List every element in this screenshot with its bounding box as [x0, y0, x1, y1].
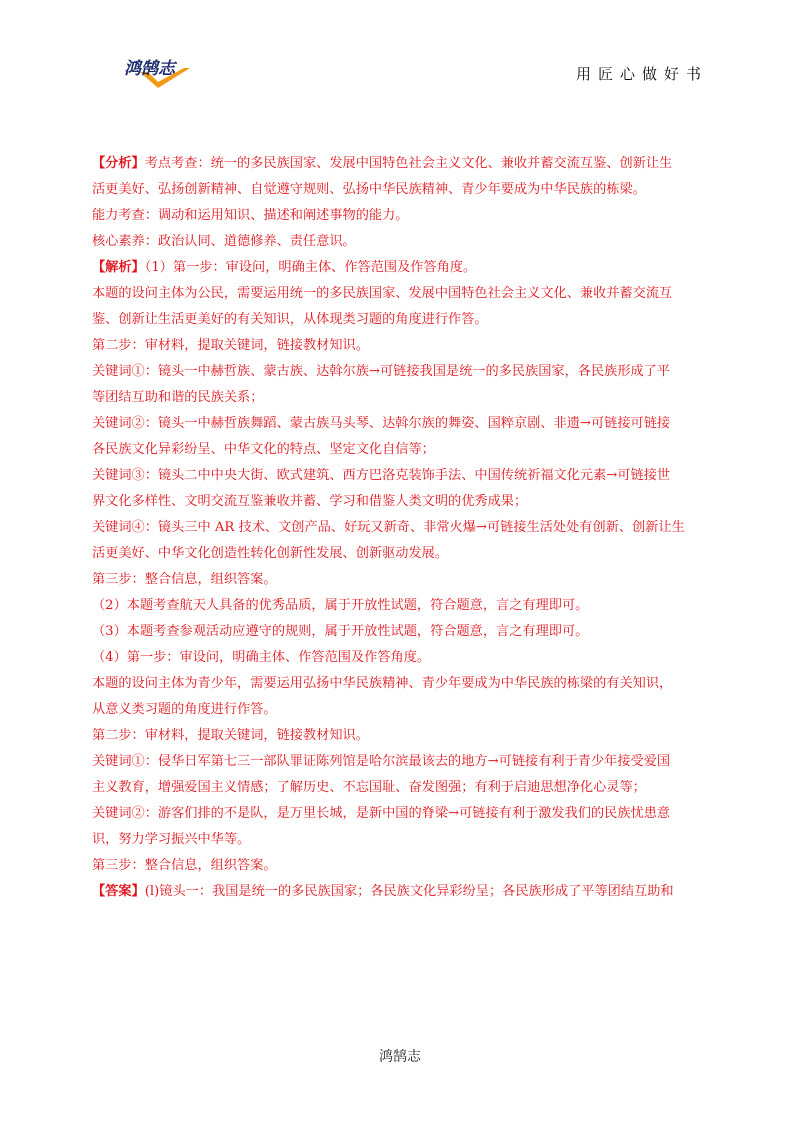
- line-text: 鉴、创新让生活更美好的有关知识，从体现类习题的角度进行作答。: [92, 312, 488, 327]
- line-text: 关键词①：镜头一中赫哲族、蒙古族、达斡尔族→可链接我国是统一的多民族国家，各民族形成了平: [92, 364, 671, 379]
- line-text: 关键词③：镜头二中中央大街、欧式建筑、西方巴洛克装饰手法、中国传统祈福文化元素→可链接世: [92, 468, 671, 483]
- answer-analysis-content: [92, 151, 712, 905]
- line-text: （2）本题考查航天人具备的优秀品质，属于开放性试题，符合题意，言之有理即可。: [92, 598, 589, 613]
- line-text: （1）第一步：审设问，明确主体、作答范围及作答角度。: [144, 260, 477, 275]
- line-text: 本题的设问主体为青少年，需要运用弘扬中华民族精神、青少年要成为中华民族的栋梁的有关知识，: [92, 676, 673, 691]
- content-line: [92, 515, 712, 541]
- content-line: [92, 307, 712, 333]
- logo-mark-icon: [118, 54, 198, 94]
- content-line: [92, 749, 712, 775]
- line-text: 关键词①：侵华日军第七三一部队罪证陈列馆是哈尔滨最该去的地方→可链接有利于青少年接受爱国: [92, 754, 671, 769]
- line-text: 考点考查：统一的多民族国家、发展中国特色社会主义文化、兼收并蓄交流互鉴、创新让生: [144, 156, 673, 171]
- line-text: (l)镜头一：我国是统一的多民族国家；各民族文化异彩纷呈；各民族形成了平等团结互助和: [144, 884, 674, 899]
- line-text: 等团结互助和谐的民族关系；: [92, 390, 264, 405]
- content-line: [92, 177, 712, 203]
- content-line: [92, 281, 712, 307]
- content-line: [92, 229, 712, 255]
- line-text: （3）本题考查参观活动应遵守的规则，属于开放性试题，符合题意，言之有理即可。: [92, 624, 589, 639]
- line-text: 第二步：审材料，提取关键词，链接教材知识。: [92, 728, 369, 743]
- content-line: [92, 203, 712, 229]
- header-slogan: 用匠心做好书: [575, 65, 708, 83]
- content-line: [92, 359, 712, 385]
- line-text: 本题的设问主体为公民，需要运用统一的多民族国家、发展中国特色社会主义文化、兼收并蓄交流互: [92, 286, 673, 301]
- line-text: 各民族文化异彩纷呈、中华文化的特点、坚定文化自信等；: [92, 442, 435, 457]
- content-line: [92, 723, 712, 749]
- line-text: 关键词②：游客们排的不是队，是万里长城，是新中国的脊梁→可链接有利于激发我们的民族忧患意: [92, 806, 671, 821]
- content-line: [92, 411, 712, 437]
- section-tag: 【分析】: [92, 156, 145, 171]
- content-line: [92, 385, 712, 411]
- content-line: [92, 671, 712, 697]
- content-line: [92, 801, 712, 827]
- line-text: 主义教育，增强爱国主义情感；了解历史、不忘国耻、奋发图强；有利于启迪思想净化心灵等；: [92, 780, 646, 795]
- content-line: [92, 255, 712, 281]
- content-line: [92, 567, 712, 593]
- content-line: [92, 333, 712, 359]
- line-text: 活更美好、中华文化创造性转化创新性发展、创新驱动发展。: [92, 546, 449, 561]
- content-line: [92, 827, 712, 853]
- line-text: 核心素养：政治认同、道德修养、责任意识。: [92, 234, 356, 249]
- content-line: [92, 489, 712, 515]
- content-line: [92, 463, 712, 489]
- line-text: 第三步：整合信息，组织答案。: [92, 858, 277, 873]
- content-line: [92, 645, 712, 671]
- page-footer: 鸿鹄志: [379, 1049, 421, 1065]
- content-line: [92, 151, 712, 177]
- content-line: [92, 437, 712, 463]
- line-text: 关键词④：镜头三中 AR 技术、文创产品、好玩又新奇、非常火爆→可链接生活处处有创新、创新让生: [92, 520, 685, 535]
- section-tag: 【解析】: [92, 260, 145, 275]
- brand-logo: [118, 54, 198, 94]
- logo-text: 鸿鹄志: [124, 59, 175, 79]
- content-line: [92, 697, 712, 723]
- line-text: 从意义类习题的角度进行作答。: [92, 702, 277, 717]
- content-line: [92, 541, 712, 567]
- line-text: 第二步：审材料，提取关键词，链接教材知识。: [92, 338, 369, 353]
- line-text: 第三步：整合信息，组织答案。: [92, 572, 277, 587]
- content-line: [92, 593, 712, 619]
- line-text: （4）第一步：审设问，明确主体、作答范围及作答角度。: [92, 650, 431, 665]
- line-text: 识，努力学习振兴中华等。: [92, 832, 251, 847]
- content-line: [92, 853, 712, 879]
- line-text: 关键词②：镜头一中赫哲族舞蹈、蒙古族马头琴、达斡尔族的舞姿、国粹京剧、非遗→可链接可链接: [92, 416, 671, 431]
- line-text: 能力考查：调动和运用知识、描述和阐述事物的能力。: [92, 208, 409, 223]
- content-line: [92, 879, 712, 905]
- line-text: 活更美好、弘扬创新精神、自觉遵守规则、弘扬中华民族精神、青少年要成为中华民族的栋梁。: [92, 182, 646, 197]
- content-line: [92, 619, 712, 645]
- content-line: [92, 775, 712, 801]
- section-tag: 【答案】: [92, 884, 145, 899]
- line-text: 界文化多样性、文明交流互鉴兼收并蓄、学习和借鉴人类文明的优秀成果；: [92, 494, 528, 509]
